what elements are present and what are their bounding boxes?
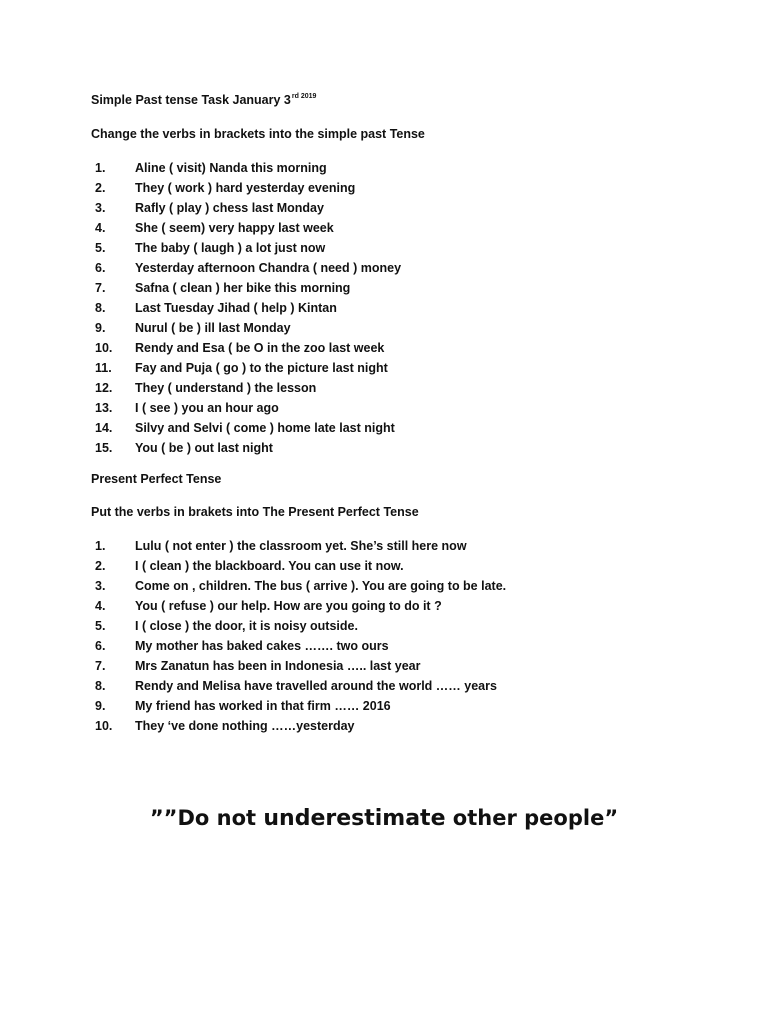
- list-item: [91, 676, 506, 696]
- list-item: [91, 616, 506, 636]
- list-item-text: She ( seem) very happy last week: [135, 221, 334, 235]
- list-item: [91, 158, 401, 178]
- page-title: [91, 93, 316, 107]
- list-item: [91, 536, 506, 556]
- list-item-number: 13.: [95, 401, 113, 415]
- section1-instruction: Change the verbs in brackets into the simple past Tense: [91, 127, 425, 141]
- list-item-number: 1.: [95, 161, 106, 175]
- list-item-number: 4.: [95, 599, 106, 613]
- list-item-text: Rendy and Esa ( be O in the zoo last week: [135, 341, 385, 355]
- list-item-number: 2.: [95, 181, 106, 195]
- list-item-text: Aline ( visit) Nanda this morning: [135, 161, 327, 175]
- list-item-text: They ‘ve done nothing ……yesterday: [135, 719, 355, 733]
- list-item-text: I ( see ) you an hour ago: [135, 401, 279, 415]
- list-item: [91, 238, 401, 258]
- list-item-text: The baby ( laugh ) a lot just now: [135, 241, 326, 255]
- list-item-number: 5.: [95, 241, 106, 255]
- list-item-number: 9.: [95, 699, 106, 713]
- section2-title: Present Perfect Tense: [91, 472, 222, 486]
- list-item: [91, 418, 401, 438]
- motivational-quote: [0, 806, 768, 831]
- list-item-text: Lulu ( not enter ) the classroom yet. She’s still here now: [135, 539, 467, 553]
- list-item-number: 8.: [95, 679, 106, 693]
- list-item: [91, 696, 506, 716]
- list-item: [91, 198, 401, 218]
- list-item: [91, 378, 401, 398]
- list-item-number: 7.: [95, 281, 106, 295]
- list-item-text: I ( close ) the door, it is noisy outside.: [135, 619, 358, 633]
- list-item-text: They ( understand ) the lesson: [135, 381, 317, 395]
- list-item-text: Rendy and Melisa have travelled around the world …… years: [135, 679, 497, 693]
- quote-open: ””Do not: [149, 806, 264, 830]
- list-item: [91, 636, 506, 656]
- list-item-number: 2.: [95, 559, 106, 573]
- list-item-number: 3.: [95, 201, 106, 215]
- list-item-number: 10.: [95, 341, 113, 355]
- list-item-number: 9.: [95, 321, 106, 335]
- quote-close: other people”: [445, 806, 619, 830]
- list-item-text: Come on , children. The bus ( arrive ). You are going to be late.: [135, 579, 507, 593]
- list-item-text: My friend has worked in that firm …… 2016: [135, 699, 391, 713]
- list-item-number: 10.: [95, 719, 113, 733]
- quote-emphasis: underestimate: [263, 806, 446, 831]
- list-item-number: 3.: [95, 579, 106, 593]
- list-item: [91, 596, 506, 616]
- list-item-text: Safna ( clean ) her bike this morning: [135, 281, 351, 295]
- simple-past-list: [91, 158, 401, 458]
- list-item: [91, 278, 401, 298]
- list-item-text: You ( be ) out last night: [135, 441, 273, 455]
- list-item: [91, 218, 401, 238]
- list-item-text: Fay and Puja ( go ) to the picture last night: [135, 361, 388, 375]
- list-item-number: 5.: [95, 619, 106, 633]
- list-item-text: I ( clean ) the blackboard. You can use it now.: [135, 559, 404, 573]
- list-item: [91, 258, 401, 278]
- list-item: [91, 358, 401, 378]
- list-item-number: 8.: [95, 301, 106, 315]
- section2-instruction: Put the verbs in brakets into The Present Perfect Tense: [91, 505, 419, 519]
- list-item-number: 7.: [95, 659, 106, 673]
- title-text: Simple Past tense Task January 3: [91, 93, 291, 107]
- list-item: [91, 318, 401, 338]
- list-item: [91, 338, 401, 358]
- list-item: [91, 398, 401, 418]
- list-item-text: My mother has baked cakes ……. two ours: [135, 639, 389, 653]
- list-item-number: 6.: [95, 639, 106, 653]
- list-item-text: Nurul ( be ) ill last Monday: [135, 321, 291, 335]
- list-item: [91, 178, 401, 198]
- list-item-number: 14.: [95, 421, 113, 435]
- list-item: [91, 556, 506, 576]
- list-item: [91, 716, 506, 736]
- list-item-number: 15.: [95, 441, 113, 455]
- list-item: [91, 298, 401, 318]
- list-item-text: You ( refuse ) our help. How are you going to do it ?: [135, 599, 442, 613]
- list-item-text: Yesterday afternoon Chandra ( need ) money: [135, 261, 402, 275]
- list-item-text: Mrs Zanatun has been in Indonesia ….. last year: [135, 659, 421, 673]
- list-item-text: Silvy and Selvi ( come ) home late last night: [135, 421, 395, 435]
- list-item: [91, 656, 506, 676]
- list-item: [91, 438, 401, 458]
- list-item-number: 12.: [95, 381, 113, 395]
- title-superscript: rd 2019: [291, 93, 317, 100]
- list-item-number: 4.: [95, 221, 106, 235]
- list-item-text: Last Tuesday Jihad ( help ) Kintan: [135, 301, 337, 315]
- list-item-number: 1.: [95, 539, 106, 553]
- list-item-text: They ( work ) hard yesterday evening: [135, 181, 356, 195]
- present-perfect-list: [91, 536, 506, 736]
- list-item-number: 6.: [95, 261, 106, 275]
- list-item-number: 11.: [95, 361, 112, 375]
- list-item-text: Rafly ( play ) chess last Monday: [135, 201, 324, 215]
- list-item: [91, 576, 506, 596]
